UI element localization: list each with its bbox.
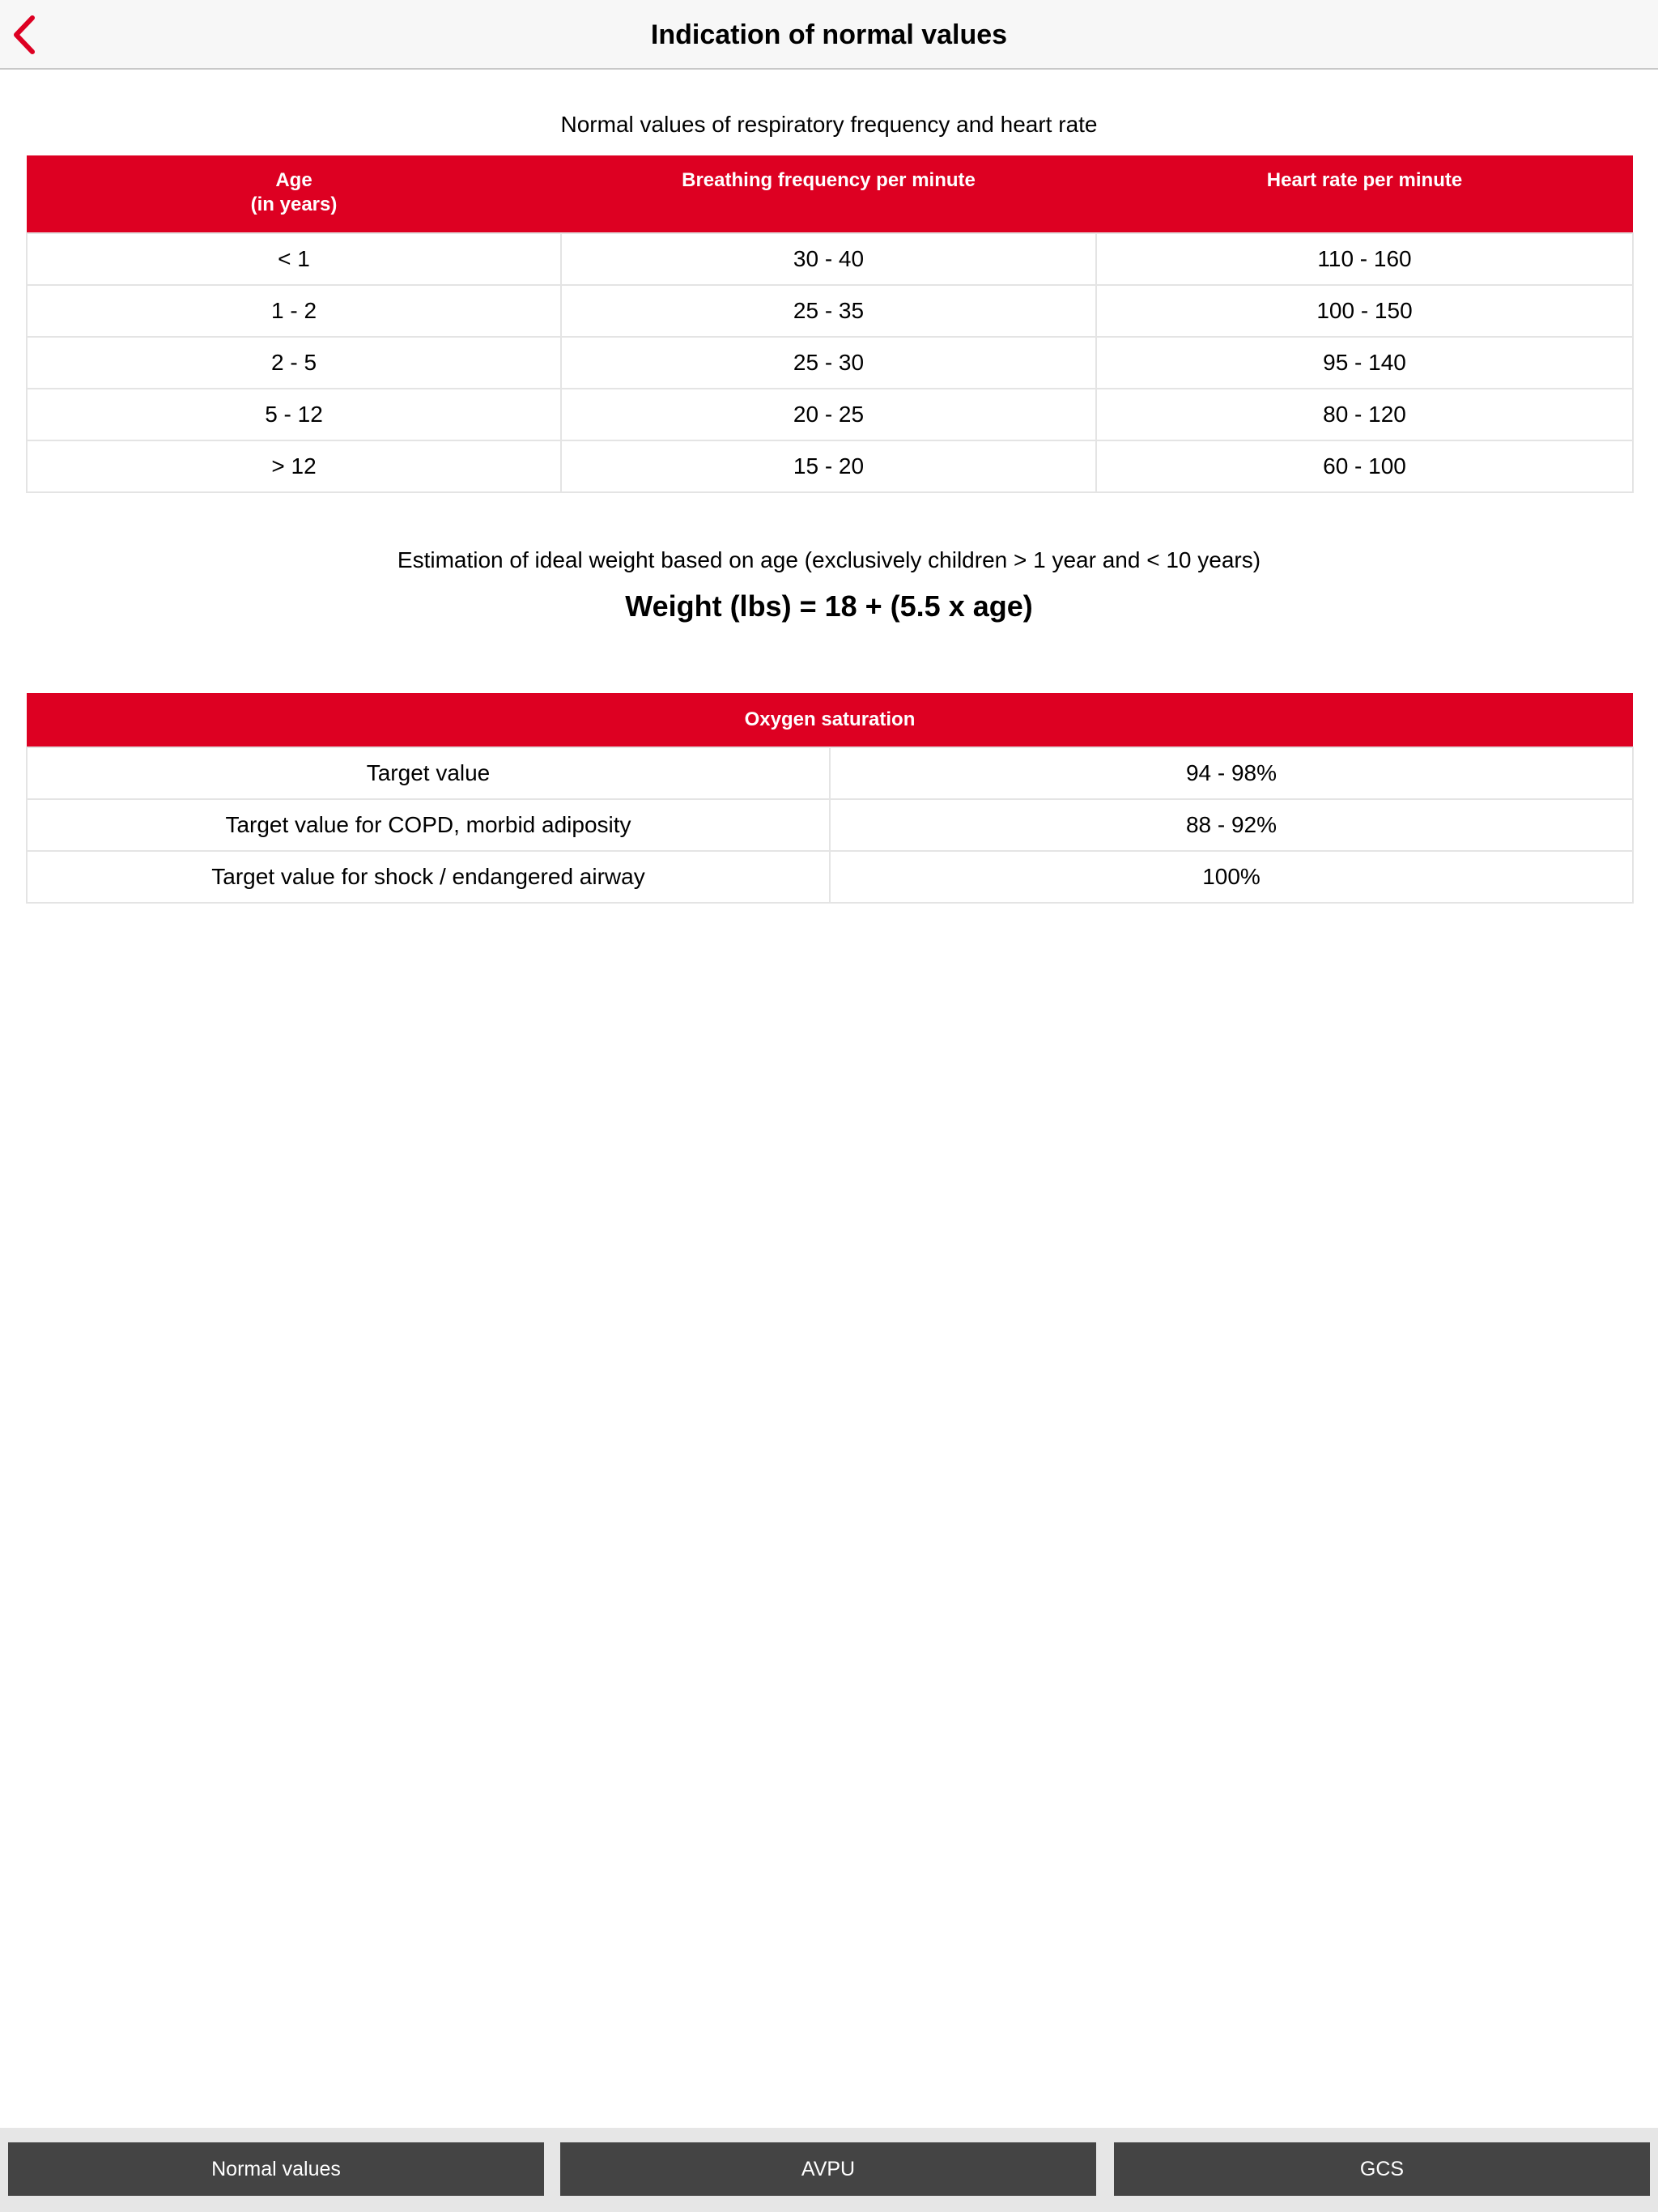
target-value-cell: 100%: [830, 851, 1633, 903]
heart-rate-cell: 60 - 100: [1096, 440, 1633, 492]
weight-caption: Estimation of ideal weight based on age (exclusively children > 1 year and < 10 years): [397, 547, 1261, 572]
header-age-line1: Age: [275, 169, 312, 191]
age-cell: < 1: [27, 233, 561, 285]
table-row: [27, 747, 1633, 799]
target-label-cell: Target value for COPD, morbid adiposity: [27, 799, 830, 851]
heart-rate-cell: 110 - 160: [1096, 233, 1633, 285]
respiratory-caption: Normal values of respiratory frequency and heart rate: [560, 112, 1098, 137]
header-breathing: Breathing frequency per minute: [561, 155, 1096, 233]
age-cell: 2 - 5: [27, 337, 561, 389]
age-cell: 5 - 12: [27, 389, 561, 440]
table-header-row: [27, 693, 1633, 747]
header-age-line2: (in years): [250, 194, 338, 215]
target-label-cell: Target value: [27, 747, 830, 799]
tab-normal-values[interactable]: Normal values: [8, 2142, 544, 2196]
weight-formula: Weight (lbs) = 18 + (5.5 x age): [625, 589, 1033, 623]
breathing-cell: 15 - 20: [561, 440, 1096, 492]
table-row: [27, 233, 1633, 285]
table-row: [27, 389, 1633, 440]
target-value-cell: 94 - 98%: [830, 747, 1633, 799]
header-age: [27, 155, 561, 233]
target-value-cell: 88 - 92%: [830, 799, 1633, 851]
nav-bar: [0, 0, 1658, 70]
table-header-row: [27, 155, 1633, 233]
table-row: [27, 851, 1633, 903]
heart-rate-cell: 100 - 150: [1096, 285, 1633, 337]
table-row: [27, 285, 1633, 337]
header-oxygen-saturation: Oxygen saturation: [27, 693, 1633, 747]
table-row: [27, 799, 1633, 851]
table-row: [27, 337, 1633, 389]
bottom-tab-bar: [0, 2128, 1658, 2212]
oxygen-saturation-table: [26, 693, 1634, 904]
breathing-cell: 20 - 25: [561, 389, 1096, 440]
tab-avpu[interactable]: AVPU: [560, 2142, 1096, 2196]
breathing-cell: 25 - 30: [561, 337, 1096, 389]
heart-rate-cell: 95 - 140: [1096, 337, 1633, 389]
table-row: [27, 440, 1633, 492]
respiratory-table: [26, 155, 1634, 493]
header-heart-rate: Heart rate per minute: [1096, 155, 1633, 233]
breathing-cell: 25 - 35: [561, 285, 1096, 337]
age-cell: > 12: [27, 440, 561, 492]
heart-rate-cell: 80 - 120: [1096, 389, 1633, 440]
age-cell: 1 - 2: [27, 285, 561, 337]
target-label-cell: Target value for shock / endangered airway: [27, 851, 830, 903]
breathing-cell: 30 - 40: [561, 233, 1096, 285]
tab-gcs[interactable]: GCS: [1114, 2142, 1650, 2196]
page-title: Indication of normal values: [650, 19, 1008, 50]
